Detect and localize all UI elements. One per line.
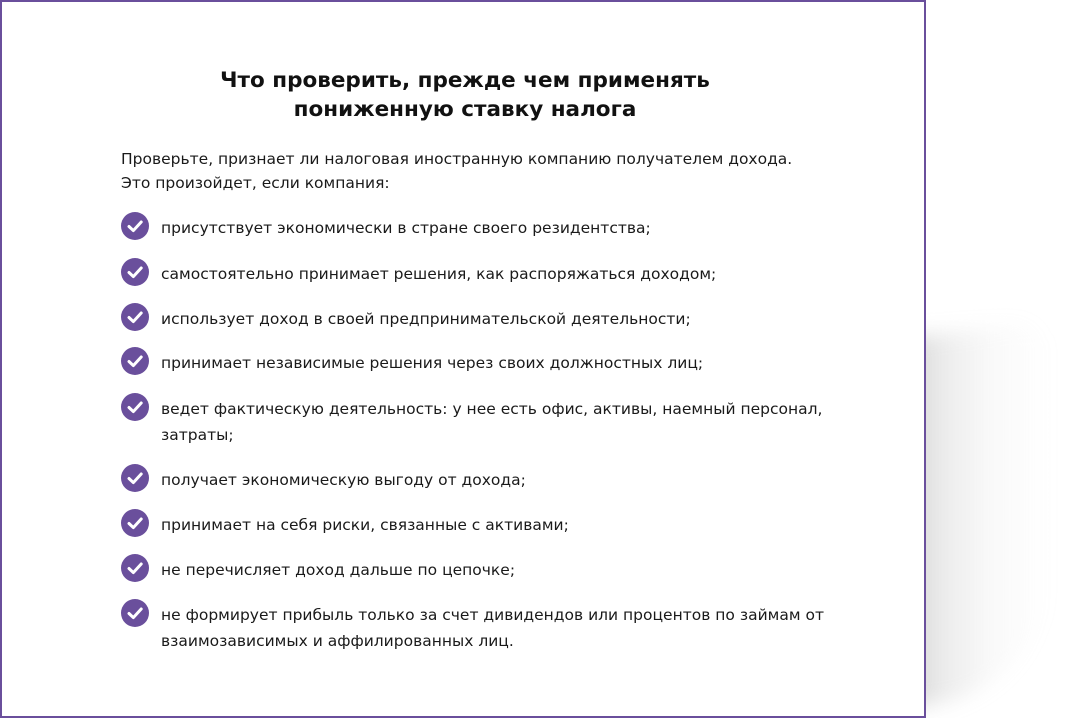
title-line-1: Что проверить, прежде чем применять: [220, 68, 710, 93]
intro-text: [121, 147, 861, 195]
check-circle-icon: [121, 393, 149, 421]
check-circle-icon: [121, 509, 149, 537]
check-circle-icon: [121, 464, 149, 492]
check-circle-icon: [121, 212, 149, 240]
check-circle-icon: [121, 258, 149, 286]
list-item-text: присутствует экономически в стране своего резидентства;: [161, 219, 651, 237]
check-circle-icon: [121, 554, 149, 582]
list-item-text: принимает независимые решения через своих должностных лиц;: [161, 354, 704, 372]
list-item-text: использует доход в своей предпринимательской деятельности;: [161, 310, 691, 328]
check-circle-icon: [121, 347, 149, 375]
check-circle-icon: [121, 303, 149, 331]
check-circle-icon: [121, 599, 149, 627]
list-item-text: не формирует прибыль только за счет дивидендов или процентов по займам от взаимозависимых и аффилированных лиц.: [161, 606, 824, 650]
page-title: [2, 66, 928, 124]
list-item-text: принимает на себя риски, связанные с активами;: [161, 516, 569, 534]
intro-line-1: Проверьте, признает ли налоговая иностранную компанию получателем дохода.: [121, 150, 793, 168]
list-item-text: не перечисляет доход дальше по цепочке;: [161, 561, 516, 579]
list-item-text: получает экономическую выгоду от дохода;: [161, 471, 526, 489]
list-item-text: самостоятельно принимает решения, как распоряжаться доходом;: [161, 265, 717, 283]
intro-line-2: Это произойдет, если компания:: [121, 174, 390, 192]
list-item-text: ведет фактическую деятельность: у нее есть офис, активы, наемный персонал, затраты;: [161, 400, 823, 444]
title-line-2: пониженную ставку налога: [293, 97, 637, 122]
